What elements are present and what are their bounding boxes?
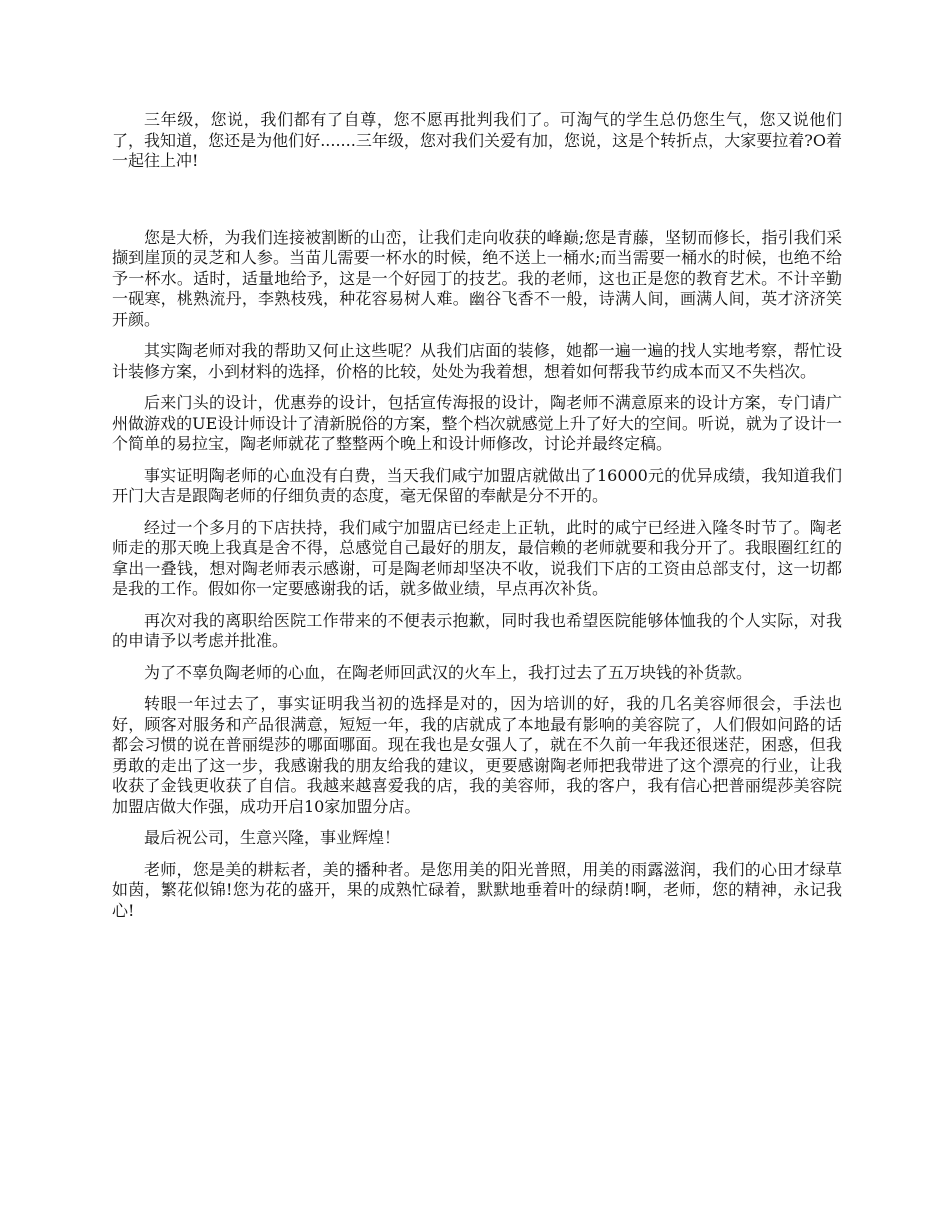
paragraph: 最后祝公司，生意兴隆，事业辉煌！ bbox=[144, 828, 401, 847]
paragraph: 为了不辜负陶老师的心血，在陶老师回武汉的火车上，我打过去了五万块钱的补货款。 bbox=[144, 662, 753, 682]
paragraph: 您是大桥，为我们连接被割断的山峦，让我们走向收获的峰巅;您是青藤，坚韧而修长，指引我们采撷到崖顶的灵芝和人参。当苗儿需要一杯水的时候，绝不送上一桶水;而当需要一桶水的时候，也绝不给予一杯水。适时，适量地给予，这是一个好园丁的技艺。我的老师，这也正是您的教育艺术。不计辛勤一砚寒，桃熟流丹，李熟枝残，种花容易树人难。幽谷飞香不一般，诗满人间，画满人间，英才济济笑开颜。 bbox=[112, 227, 842, 329]
paragraph: 经过一个多月的下店扶持，我们咸宁加盟店已经走上正轨，此时的咸宁已经进入隆冬时节了。陶老师走的那天晚上我真是舍不得，总感觉自己最好的朋友，最信赖的老师就要和我分开了。我眼圈红红的拿出一叠钱，想对陶老师表示感谢，可是陶老师却坚决不收，说我们下店的工资由总部支付，这一切都是我的工作。假如你一定要感谢我的话，就多做业绩，早点再次补货。 bbox=[112, 517, 842, 598]
paragraph: 再次对我的离职给医院工作带来的不便表示抱歉，同时我也希望医院能够体恤我的个人实际，对我的申请予以考虑并批准。 bbox=[112, 610, 842, 650]
document-body bbox=[112, 110, 842, 932]
paragraph: 三年级，您说，我们都有了自尊，您不愿再批判我们了。可淘气的学生总仍您生气，您又说他们了，我知道，您还是为他们好.......三年级，您对我们关爱有加，您说，这是个转折点，大家要拉着?O着一起往上冲! bbox=[112, 110, 842, 170]
paragraph: 转眼一年过去了，事实证明我当初的选择是对的，因为培训的好，我的几名美容师很会，手法也好，顾客对服务和产品很满意，短短一年，我的店就成了本地最有影响的美容院了，人们假如问路的话都会习惯的说在普丽缇莎的哪面哪面。现在我也是女强人了，就在不久前一年我还很迷茫，困惑，但我勇敢的走出了这一步，我感谢我的朋友给我的建议，更要感谢陶老师把我带进了这个漂亮的行业，让我收获了金钱更收获了自信。我越来越喜爱我的店，我的美容师，我的客户，我有信心把普丽缇莎美容院加盟店做大作强，成功开启10家加盟分店。 bbox=[112, 694, 842, 816]
paragraph: 其实陶老师对我的帮助又何止这些呢？从我们店面的装修，她都一遍一遍的找人实地考察，帮忙设计装修方案，小到材料的选择，价格的比较，处处为我着想，想着如何帮我节约成本而又不失档次。 bbox=[112, 341, 842, 381]
paragraph: 后来门头的设计，优惠券的设计，包括宣传海报的设计，陶老师不满意原来的设计方案，专门请广州做游戏的UE设计师设计了清新脱俗的方案，整个档次就感觉上升了好大的空间。听说，就为了设计一个简单的易拉宝，陶老师就花了整整两个晚上和设计师修改，讨论并最终定稿。 bbox=[112, 393, 842, 453]
paragraph: 事实证明陶老师的心血没有白费，当天我们咸宁加盟店就做出了16000元的优异成绩，我知道我们开门大吉是跟陶老师的仔细负责的态度，毫无保留的奉献是分不开的。 bbox=[112, 465, 842, 505]
paragraph: 老师，您是美的耕耘者，美的播种者。是您用美的阳光普照，用美的雨露滋润，我们的心田才绿草如茵，繁花似锦!您为花的盛开，果的成熟忙碌着，默默地垂着叶的绿荫!啊，老师，您的精神，永记我心! bbox=[112, 859, 842, 920]
